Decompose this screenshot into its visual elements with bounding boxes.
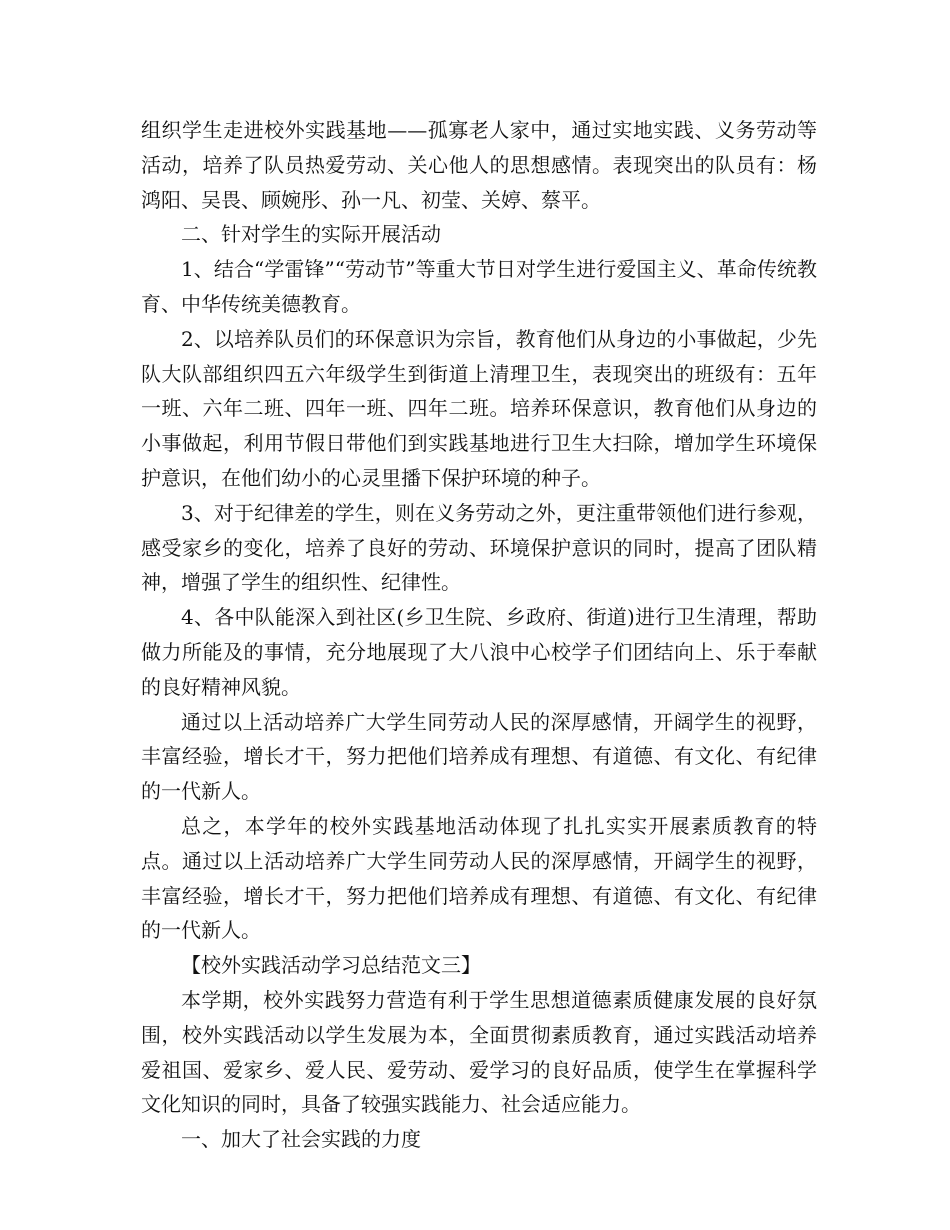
section-heading-one: 一、加大了社会实践的力度 bbox=[181, 1127, 421, 1152]
list-item-3: 3、对于纪律差的学生，则在义务劳动之外，更注重带领他们进行参观，感受家乡的变化，培养了良好的劳动、环境保护意识的同时，提高了团队精神，增强了学生的组织性、纪律性。 bbox=[141, 500, 817, 595]
list-item-2: 2、以培养队员们的环保意识为宗旨，教育他们从身边的小事做起，少先队大队部组织四五六年级学生到街道上清理卫生，表现突出的班级有：五年一班、六年二班、四年一班、四年二班。培养环保意识，教育他们从身边的小事做起，利用节假日带他们到实践基地进行卫生大扫除，增加学生环境保护意识，在他们幼小的心灵里播下保护环境的种子。 bbox=[141, 326, 817, 490]
section-heading-two: 二、针对学生的实际开展活动 bbox=[181, 222, 441, 247]
paragraph-continuation: 组织学生走进校外实践基地——孤寡老人家中，通过实地实践、义务劳动等活动，培养了队员热爱劳动、关心他人的思想感情。表现突出的队员有：杨鸿阳、吴畏、顾婉彤、孙一凡、初莹、关婷、蔡平。 bbox=[141, 118, 817, 212]
sample-title-three: 【校外实践活动学习总结范文三】 bbox=[181, 953, 481, 978]
paragraph-intro: 本学期，校外实践努力营造有利于学生思想道德素质健康发展的良好氛围，校外实践活动以学生发展为本，全面贯彻素质教育，通过实践活动培养爱祖国、爱家乡、爱人民、爱劳动、爱学习的良好品质，使学生在掌握科学文化知识的同时，具备了较强实践能力、社会适应能力。 bbox=[141, 987, 817, 1117]
list-item-4: 4、各中队能深入到社区(乡卫生院、乡政府、街道)进行卫生清理，帮助做力所能及的事情，充分地展现了大八浪中心校学子们团结向上、乐于奉献的良好精神风貌。 bbox=[141, 605, 817, 699]
paragraph-summary: 通过以上活动培养广大学生同劳动人民的深厚感情，开阔学生的视野，丰富经验，增长才干，努力把他们培养成有理想、有道德、有文化、有纪律的一代新人。 bbox=[141, 709, 817, 804]
document-body bbox=[141, 113, 817, 1157]
list-item-1: 1、结合“学雷锋”“劳动节”等重大节日对学生进行爱国主义、革命传统教育、中华传统美德教育。 bbox=[141, 257, 817, 316]
paragraph-conclusion: 总之，本学年的校外实践基地活动体现了扎扎实实开展素质教育的特点。通过以上活动培养广大学生同劳动人民的深厚感情，开阔学生的视野，丰富经验，增长才干，努力把他们培养成有理想、有道德、有文化、有纪律的一代新人。 bbox=[141, 813, 817, 943]
